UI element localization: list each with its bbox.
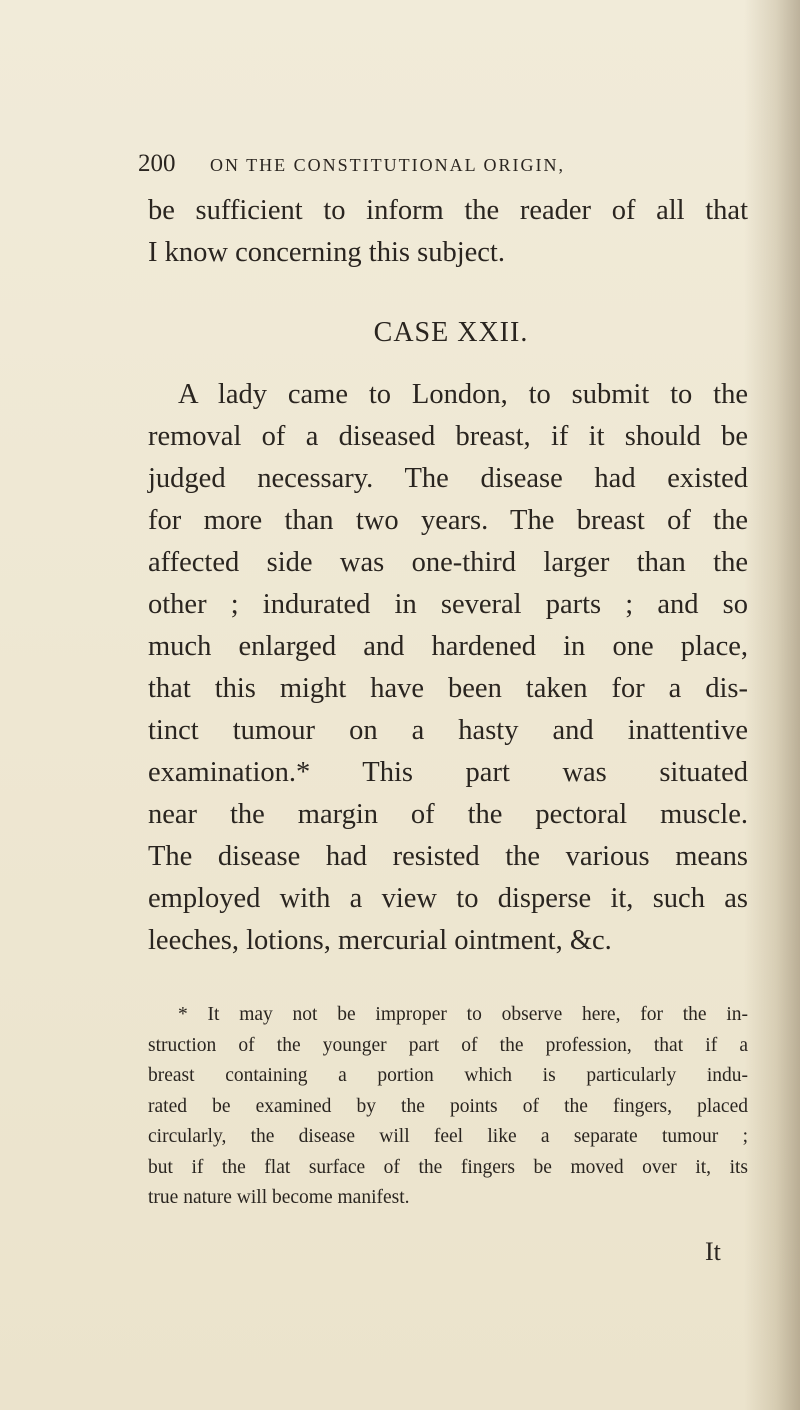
text-line: The disease had resisted the various means xyxy=(148,841,748,872)
running-head: ON THE CONSTITUTIONAL ORIGIN, xyxy=(210,155,565,175)
text-line: much enlarged and hardened in one place, xyxy=(148,631,748,662)
footnote xyxy=(148,1000,748,1214)
footnote-line: circularly, the disease will feel like a separate tumour ; xyxy=(148,1126,748,1147)
text-line: employed with a view to disperse it, such as xyxy=(148,883,748,914)
page-number: 200 xyxy=(138,150,176,177)
text-line: be sufficient to inform the reader of all that xyxy=(148,195,748,226)
text-line: other ; indurated in several parts ; and so xyxy=(148,589,748,620)
footnote-line: * It may not be improper to observe here, for the in- xyxy=(178,1004,748,1025)
text-line: A lady came to London, to submit to the xyxy=(178,379,748,410)
text-line: affected side was one-third larger than the xyxy=(148,547,748,578)
footnote-line: true nature will become manifest. xyxy=(148,1187,410,1208)
footnote-line: breast containing a portion which is particularly indu- xyxy=(148,1065,748,1086)
footnote-line: but if the flat surface of the fingers be moved over it, its xyxy=(148,1156,748,1178)
footnote-line: struction of the younger part of the profession, that if a xyxy=(148,1034,748,1056)
case-heading: CASE XXII. xyxy=(373,317,529,348)
text-line: near the margin of the pectoral muscle. xyxy=(148,799,748,830)
text-line: removal of a diseased breast, if it should be xyxy=(148,421,748,452)
text-line: tinct tumour on a hasty and inattentive xyxy=(148,715,748,746)
text-line: that this might have been taken for a dis- xyxy=(148,673,748,704)
text-line: leeches, lotions, mercurial ointment, &c. xyxy=(148,925,612,956)
main-text xyxy=(148,190,748,962)
footnote-line: rated be examined by the points of the fingers, placed xyxy=(148,1095,748,1117)
text-line: examination.* This part was situated xyxy=(148,757,748,788)
text-line: I know concerning this subject. xyxy=(148,237,505,268)
catchword: It xyxy=(705,1237,721,1266)
page-header xyxy=(138,150,698,190)
text-line: for more than two years. The breast of the xyxy=(148,505,748,536)
text-line: judged necessary. The disease had existed xyxy=(148,463,748,494)
